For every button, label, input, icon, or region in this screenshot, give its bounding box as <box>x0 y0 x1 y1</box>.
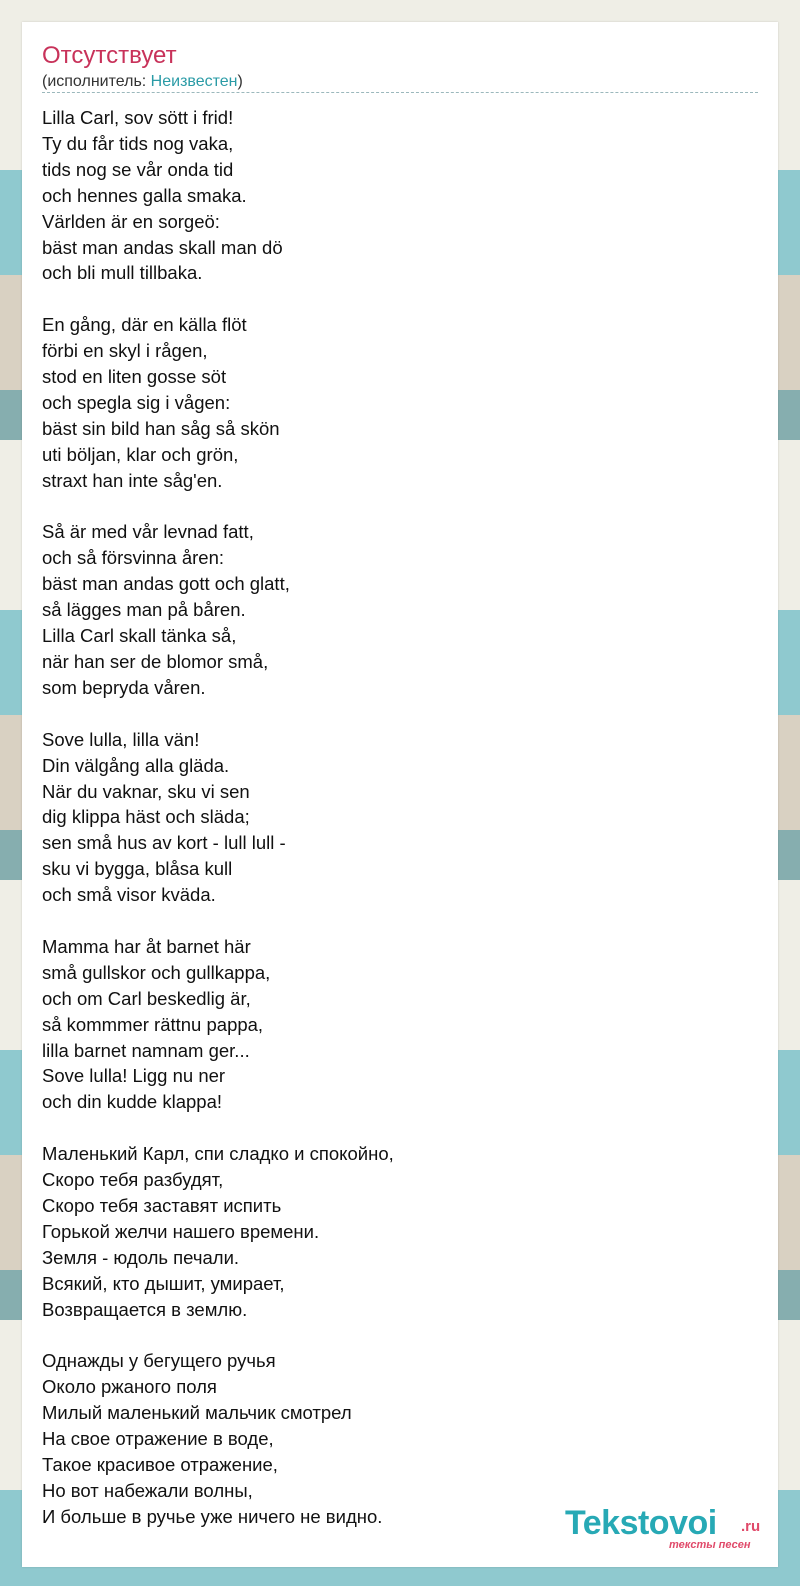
lyric-line: små gullskor och gullkappa, <box>42 961 271 983</box>
lyric-line: så kommmer rättnu pappa, <box>42 1013 264 1035</box>
lyric-line: Lilla Carl, sov sött i frid! <box>42 107 234 128</box>
lyric-line: och din kudde klappa! <box>42 1091 222 1113</box>
lyric-line: Ty du får tids nog vaka, <box>42 132 234 154</box>
logo-tld: .ru <box>741 1518 761 1535</box>
site-logo[interactable] <box>565 1504 775 1551</box>
lyric-line: som bepryda våren. <box>42 676 206 698</box>
lyric-line: Din välgång alla gläda. <box>42 754 230 776</box>
lyric-line: förbi en skyl i rågen, <box>42 340 208 362</box>
artist-line <box>42 72 243 92</box>
lyric-line: Маленький Карл, спи сладко и спокойно, <box>42 1143 394 1165</box>
lyric-line: Около ржаного поля <box>42 1376 217 1398</box>
lyric-line: Sove lulla, lilla vän! <box>42 728 200 750</box>
lyric-line: Земля - юдоль печали. <box>42 1246 240 1268</box>
lyric-line: Скоро тебя заставят испить <box>42 1194 282 1216</box>
lyric-line: Lilla Carl skall tänka så, <box>42 625 237 647</box>
lyric-line: sen små hus av kort - lull lull - <box>42 832 286 854</box>
lyric-line: Возвращается в землю. <box>42 1298 248 1320</box>
stanza <box>42 1348 394 1529</box>
artist-prefix: (исполнитель: <box>42 73 151 90</box>
lyric-line: Mamma har åt barnet här <box>42 935 251 957</box>
lyric-line: och bli mull tillbaka. <box>42 262 203 284</box>
stanza <box>42 1141 394 1322</box>
lyric-line: och små visor kväda. <box>42 884 216 906</box>
lyric-line: och om Carl beskedlig är, <box>42 987 251 1009</box>
lyric-line: dig klippa häst och släda; <box>42 806 250 828</box>
stanza <box>42 312 394 493</box>
lyric-line: На свое отражение в воде, <box>42 1428 274 1450</box>
stanza <box>42 105 394 286</box>
lyric-line: lilla barnet namnam ger... <box>42 1039 250 1061</box>
stanza <box>42 934 394 1115</box>
logo-name: Tekstovoi <box>565 1504 717 1542</box>
artist-link[interactable]: Неизвестен <box>150 73 238 90</box>
lyrics-card <box>22 22 778 1567</box>
lyric-line: Sove lulla! Ligg nu ner <box>42 1065 226 1087</box>
song-title: Отсутствует <box>42 42 177 69</box>
lyric-line: och spegla sig i vågen: <box>42 391 231 413</box>
logo-tagline: тексты песен <box>669 1539 751 1551</box>
stanza <box>42 727 394 908</box>
lyric-line: straxt han inte såg'en. <box>42 469 223 491</box>
lyric-line: Всякий, кто дышит, умирает, <box>42 1272 285 1294</box>
lyric-line: Горькой желчи нашего времени. <box>42 1220 320 1242</box>
divider <box>42 92 758 93</box>
lyric-line: Такое красивое отражение, <box>42 1454 278 1476</box>
lyric-line: uti böljan, klar och grön, <box>42 443 239 465</box>
lyric-line: И больше в ручье уже ничего не видно. <box>42 1505 383 1527</box>
lyric-line: Но вот набежали волны, <box>42 1479 253 1501</box>
lyric-line: bäst sin bild han såg så skön <box>42 417 280 439</box>
lyric-line: Så är med vår levnad fatt, <box>42 521 254 543</box>
lyric-line: bäst man andas skall man dö <box>42 236 283 258</box>
lyric-line: När du vaknar, sku vi sen <box>42 780 250 802</box>
lyric-line: Världen är en sorgeö: <box>42 210 220 232</box>
artist-suffix: ) <box>237 73 243 90</box>
lyric-line: sku vi bygga, blåsa kull <box>42 858 233 880</box>
lyric-line: bäst man andas gott och glatt, <box>42 573 290 595</box>
stanza <box>42 519 394 700</box>
lyric-line: så lägges man på båren. <box>42 599 246 621</box>
lyric-line: stod en liten gosse söt <box>42 366 227 388</box>
lyric-line: tids nog se vår onda tid <box>42 158 234 180</box>
lyrics-body <box>42 105 394 1556</box>
lyric-line: En gång, där en källa flöt <box>42 314 247 336</box>
lyric-line: och så försvinna åren: <box>42 547 225 569</box>
lyric-line: Милый маленький мальчик смотрел <box>42 1402 352 1424</box>
lyric-line: när han ser de blomor små, <box>42 651 269 672</box>
lyric-line: Однажды у бегущего ручья <box>42 1350 276 1372</box>
lyric-line: och hennes galla smaka. <box>42 184 247 206</box>
lyric-line: Скоро тебя разбудят, <box>42 1169 224 1191</box>
